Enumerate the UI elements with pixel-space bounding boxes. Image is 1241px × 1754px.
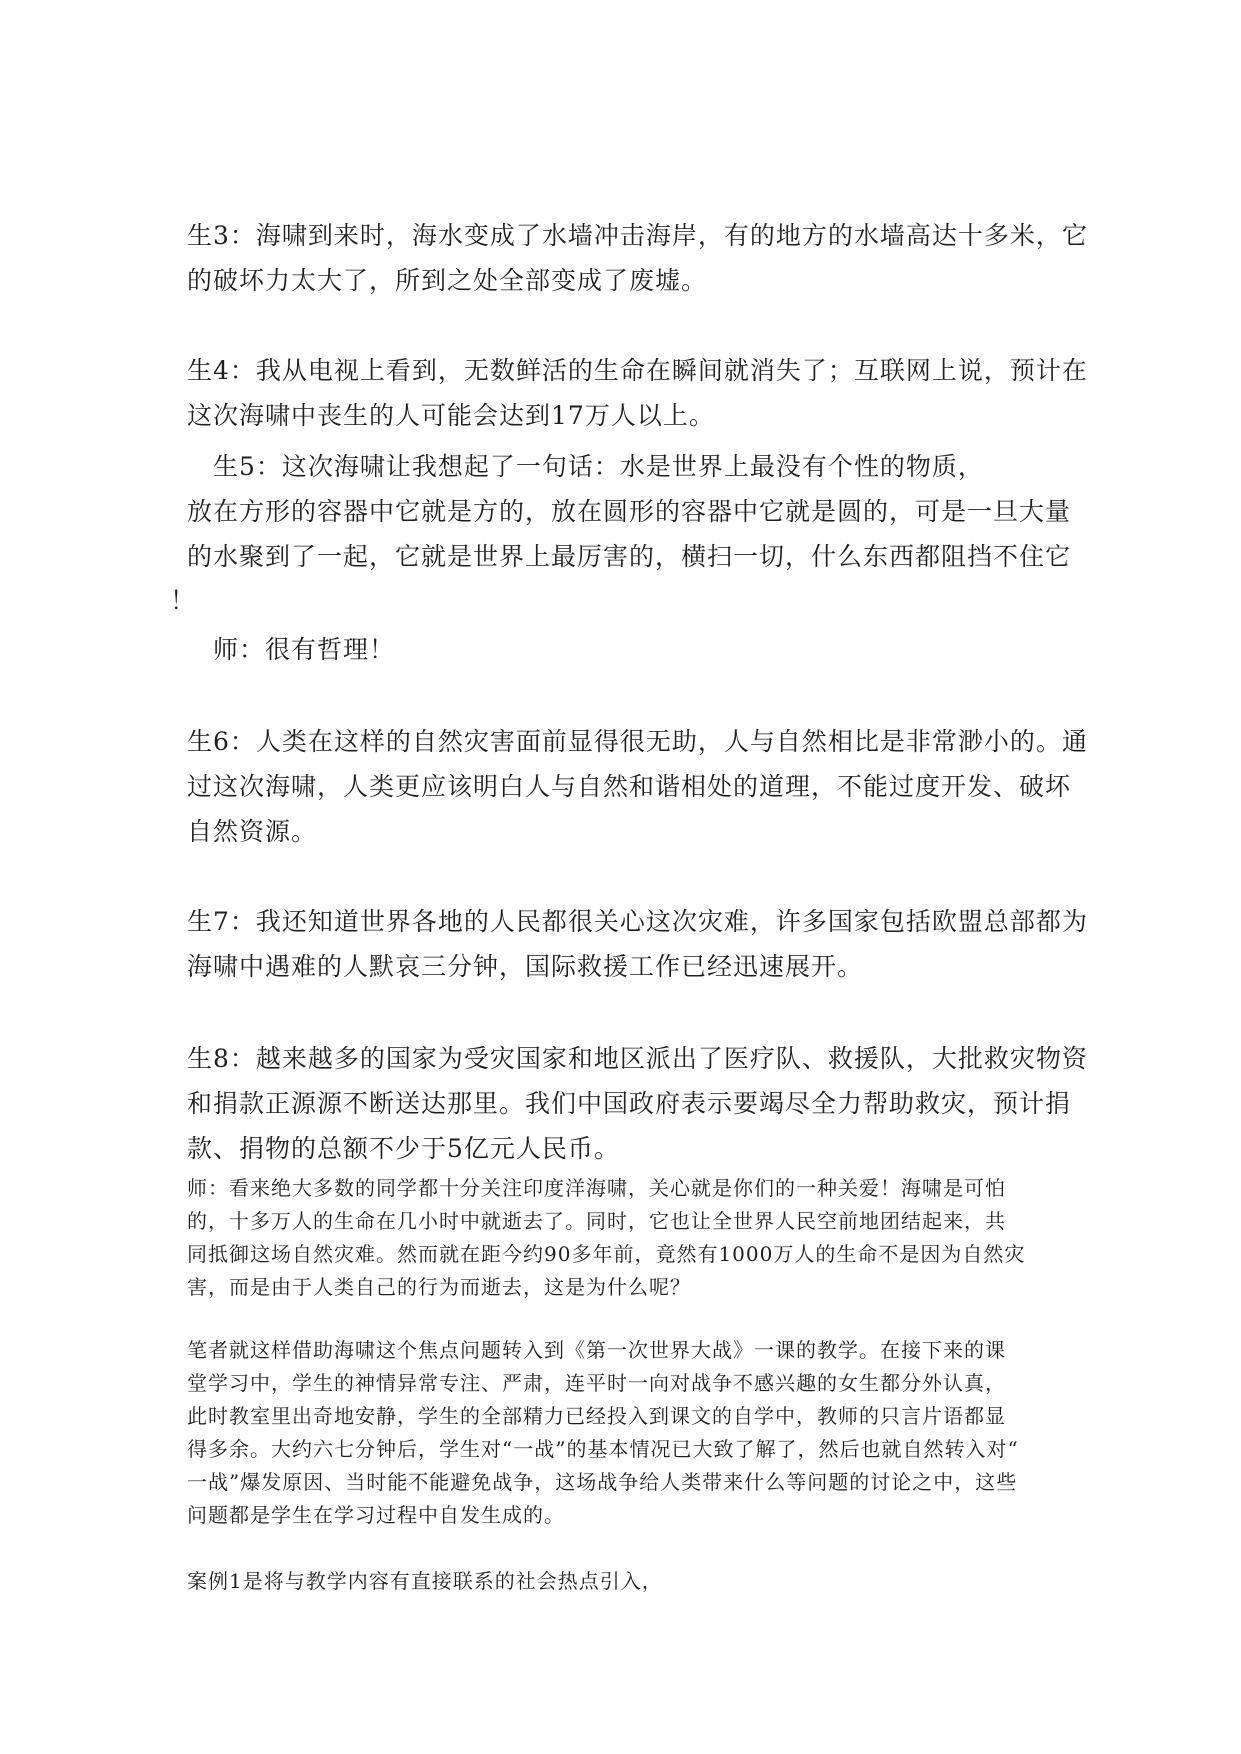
text-line: 的破坏力太大了，所到之处全部变成了废墟。 [187,266,708,295]
text-line: 同抵御这场自然灾难。然而就在距今约90多年前，竟然有1000万人的生命不是因为自然灾 [187,1242,1026,1266]
text-line: 生8：越来越多的国家为受灾国家和地区派出了医疗队、救援队，大批救灾物资 [187,1044,1088,1073]
text-line: ！ [170,586,197,615]
text-line: 生3：海啸到来时，海水变成了水墙冲击海岸，有的地方的水墙高达十多米，它 [187,221,1088,250]
text-line: 问题都是学生在学习过程中自发生成的。 [187,1503,565,1527]
text-line: 自然资源。 [187,817,318,846]
text-line: 海啸中遇难的人默哀三分钟，国际救援工作已经迅速展开。 [187,952,864,981]
text-line: 一战”爆发原因、当时能不能避免战争，这场战争给人类带来什么等问题的讨论之中，这些 [187,1470,1018,1494]
text-line: 此时教室里出奇地安静，学生的全部精力已经投入到课文的自学中，教师的只言片语都显 [187,1404,1006,1428]
text-line: 生4：我从电视上看到，无数鲜活的生命在瞬间就消失了；互联网上说，预计在 [187,356,1088,385]
text-line: 款、捐物的总额不少于5亿元人民币。 [187,1134,620,1163]
text-line: 和捐款正源源不断送达那里。我们中国政府表示要竭尽全力帮助救灾，预计捐 [187,1089,1072,1118]
text-line: 这次海啸中丧生的人可能会达到17万人以上。 [187,401,715,430]
text-line: 得多余。大约六七分钟后，学生对“一战”的基本情况已大致了解了，然后也就自然转入对“ [187,1437,1019,1461]
text-line: 害，而是由于人类自己的行为而逝去，这是为什么呢？ [187,1275,691,1299]
text-line: 过这次海啸，人类更应该明白人与自然和谐相处的道理，不能过度开发、破坏 [187,772,1072,801]
text-line: 生7：我还知道世界各地的人民都很关心这次灾难，许多国家包括欧盟总部都为 [187,907,1088,936]
text-line: 生5：这次海啸让我想起了一句话：水是世界上最没有个性的物质， [213,452,984,481]
text-line: 放在方形的容器中它就是方的，放在圆形的容器中它就是圆的，可是一旦大量 [187,497,1072,526]
text-line: 的，十多万人的生命在几小时中就逝去了。同时，它也让全世界人民空前地团结起来，共 [187,1209,1006,1233]
text-line: 笔者就这样借助海啸这个焦点问题转入到《第一次世界大战》一课的教学。在接下来的课 [187,1338,1006,1362]
text-line: 师：看来绝大多数的同学都十分关注印度洋海啸，关心就是你们的一种关爱！海啸是可怕 [187,1176,1006,1200]
text-line: 生6：人类在这样的自然灾害面前显得很无助，人与自然相比是非常渺小的。通 [187,727,1088,756]
text-line: 案例1是将与教学内容有直接联系的社会热点引入， [187,1569,663,1593]
text-line: 师：很有哲理！ [213,635,396,664]
text-line: 堂学习中，学生的神情异常专注、严肃，连平时一向对战争不感兴趣的女生都分外认真， [187,1371,1006,1395]
text-line: 的水聚到了一起，它就是世界上最厉害的，横扫一切，什么东西都阻挡不住它 [187,542,1072,571]
